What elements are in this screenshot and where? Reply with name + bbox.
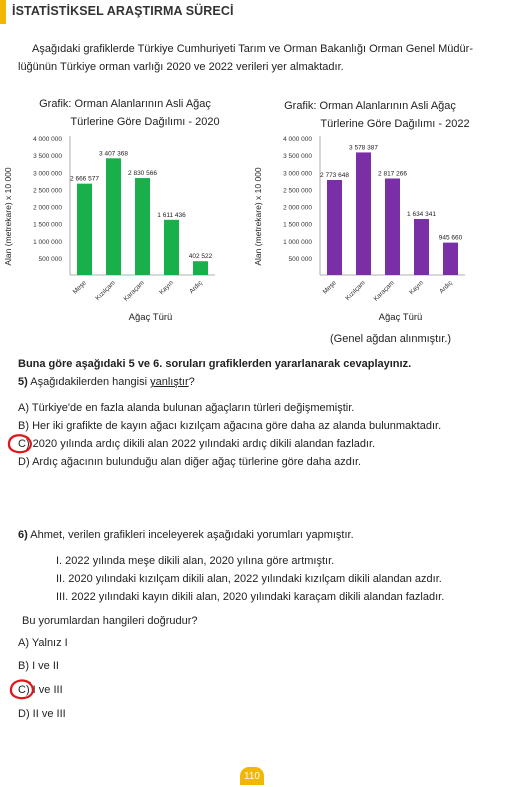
section-title: İSTATİSTİKSEL ARAŞTIRMA SÜRECİ [12, 4, 234, 18]
data-label: 2 666 577 [70, 175, 99, 183]
y-tick-label: 4 000 000 [33, 136, 62, 143]
bar [356, 152, 371, 275]
chart-2022 [250, 130, 500, 330]
page-number: 110 [240, 767, 264, 785]
y-tick-label: 3 500 000 [33, 153, 62, 161]
source-note: (Genel ağdan alınmıştır.) [330, 333, 452, 345]
q6-option-d[interactable] [18, 708, 66, 720]
data-label: 2 830 566 [128, 170, 157, 178]
bar [443, 243, 458, 275]
q5-option-a[interactable] [18, 402, 354, 414]
option-letter: C) [18, 684, 30, 696]
bar [385, 179, 400, 275]
y-tick-label: 2 500 000 [33, 187, 62, 195]
y-tick-label: 4 000 000 [283, 136, 312, 143]
y-tick-label: 3 000 000 [33, 170, 62, 178]
y-tick-label: 1 000 000 [283, 238, 312, 246]
option-letter: D) [18, 456, 30, 468]
question-6-number: 6) [18, 529, 28, 541]
y-tick-label: 3 000 000 [283, 170, 312, 178]
option-text: Her iki grafikte de kayın ağacı kızılçam ağacına göre daha az alanda bulunmaktadır. [32, 420, 442, 432]
x-tick-label: Karaçam [122, 279, 146, 303]
q6-statement-2: II. 2020 yılındaki kızılçam dikili alan, 2022 yılındaki kızılçam dikili alandan azdır. [56, 573, 442, 585]
chart-2020 [0, 130, 250, 330]
q6-option-a[interactable] [18, 637, 68, 649]
option-letter: A) [18, 637, 29, 649]
x-tick-label: Kızılçam [94, 279, 117, 303]
y-tick-label: 2 000 000 [283, 204, 312, 212]
chart-2020-title-1: Grafik: Orman Alanlarının Asli Ağaç [39, 98, 211, 110]
data-label: 402 522 [188, 253, 213, 261]
bar [327, 180, 342, 275]
data-label: 1 611 436 [157, 211, 186, 219]
q6-statement-3: III. 2022 yılındaki kayın dikili alan, 2020 yılındaki karaçam dikili alandan fazladır. [56, 591, 445, 603]
option-text: I ve II [32, 660, 59, 672]
option-letter: A) [18, 402, 29, 414]
bar [106, 158, 121, 275]
x-tick-label: Ardıç [438, 279, 454, 296]
x-tick-label: Meşe [71, 279, 88, 296]
option-text: Ardıç ağacının bulunduğu alan diğer ağaç türlerine göre daha azdır. [32, 456, 362, 468]
y-tick-label: 1 500 000 [33, 221, 62, 229]
data-label: 945 660 [438, 234, 463, 242]
y-axis-label: Alan (metrekare) x 10 000 [253, 167, 263, 266]
x-tick-label: Ardıç [188, 279, 204, 296]
option-text: 2020 yılında ardıç dikili alan 2022 yılındaki ardıç dikili alandan fazladır. [32, 438, 376, 450]
header-accent-bar [0, 0, 6, 24]
y-tick-label: 1 000 000 [33, 238, 62, 246]
data-label: 3 407 368 [99, 150, 128, 158]
question-6-stem [18, 529, 354, 541]
option-text: II ve III [32, 708, 66, 720]
intro-line-2: lüğünün Türkiye orman varlığı 2020 ve 2022 verileri yer almaktadır. [18, 61, 344, 73]
q5-option-b[interactable] [18, 420, 441, 432]
option-text: Yalnız I [31, 637, 68, 649]
option-text: I ve III [32, 684, 63, 696]
bar [77, 184, 92, 275]
x-tick-label: Meşe [321, 279, 338, 296]
x-axis-label: Ağaç Türü [378, 312, 423, 323]
y-tick-label: 500 000 [38, 255, 62, 263]
data-label: 2 817 266 [378, 170, 407, 178]
y-tick-label: 3 500 000 [283, 153, 312, 161]
bar [414, 219, 429, 275]
option-letter: B) [18, 660, 29, 672]
answer-circle-q6 [8, 678, 38, 702]
data-label: 1 634 341 [407, 211, 436, 219]
y-tick-label: 500 000 [288, 255, 312, 263]
q5-option-d[interactable] [18, 456, 361, 468]
question-5-keyword: yanlıştır [150, 376, 189, 388]
question-5-text: Aşağıdakilerden hangisi [30, 376, 148, 388]
y-tick-label: 2 000 000 [33, 204, 62, 212]
q6-statement-1: I. 2022 yılında meşe dikili alan, 2020 yılına göre artmıştır. [56, 555, 335, 567]
x-tick-label: Karaçam [372, 279, 396, 303]
answer-circle-q5 [6, 432, 36, 456]
data-label: 2 773 648 [320, 172, 349, 180]
q5-option-c[interactable] [18, 438, 375, 450]
option-letter: C) [18, 438, 30, 450]
question-5-stem [18, 376, 195, 388]
chart-2022-title-2: Türlerine Göre Dağılımı - 2022 [320, 118, 470, 130]
y-axis-label: Alan (metrekare) x 10 000 [3, 167, 13, 266]
question-5-mark: ? [188, 376, 195, 388]
q6-prompt: Bu yorumlardan hangileri doğrudur? [22, 615, 198, 627]
data-label: 3 578 387 [349, 144, 378, 152]
y-tick-label: 1 500 000 [283, 221, 312, 229]
q6-option-b[interactable] [18, 660, 59, 672]
option-letter: B) [18, 420, 29, 432]
intro-line-1: Aşağıdaki grafiklerde Türkiye Cumhuriyeti Tarım ve Orman Bakanlığı Orman Genel Müdür- [32, 43, 473, 55]
chart-2020-title-2: Türlerine Göre Dağılımı - 2020 [70, 116, 220, 128]
bar [135, 178, 150, 275]
x-tick-label: Kayın [158, 279, 175, 297]
y-tick-label: 2 500 000 [283, 187, 312, 195]
bar [193, 261, 208, 275]
bar [164, 220, 179, 275]
x-tick-label: Kızılçam [344, 279, 367, 303]
instruction: Buna göre aşağıdaki 5 ve 6. soruları grafiklerden yararlanarak cevaplayınız. [18, 358, 412, 370]
option-letter: D) [18, 708, 30, 720]
question-5-number: 5) [18, 376, 28, 388]
chart-2022-title-1: Grafik: Orman Alanlarının Asli Ağaç [284, 100, 456, 112]
question-6-text: Ahmet, verilen grafikleri inceleyerek aşağıdaki yorumları yapmıştır. [30, 529, 354, 541]
x-tick-label: Kayın [408, 279, 425, 297]
option-text: Türkiye'de en fazla alanda bulunan ağaçların türleri değişmemiştir. [31, 402, 355, 414]
x-axis-label: Ağaç Türü [128, 312, 173, 323]
